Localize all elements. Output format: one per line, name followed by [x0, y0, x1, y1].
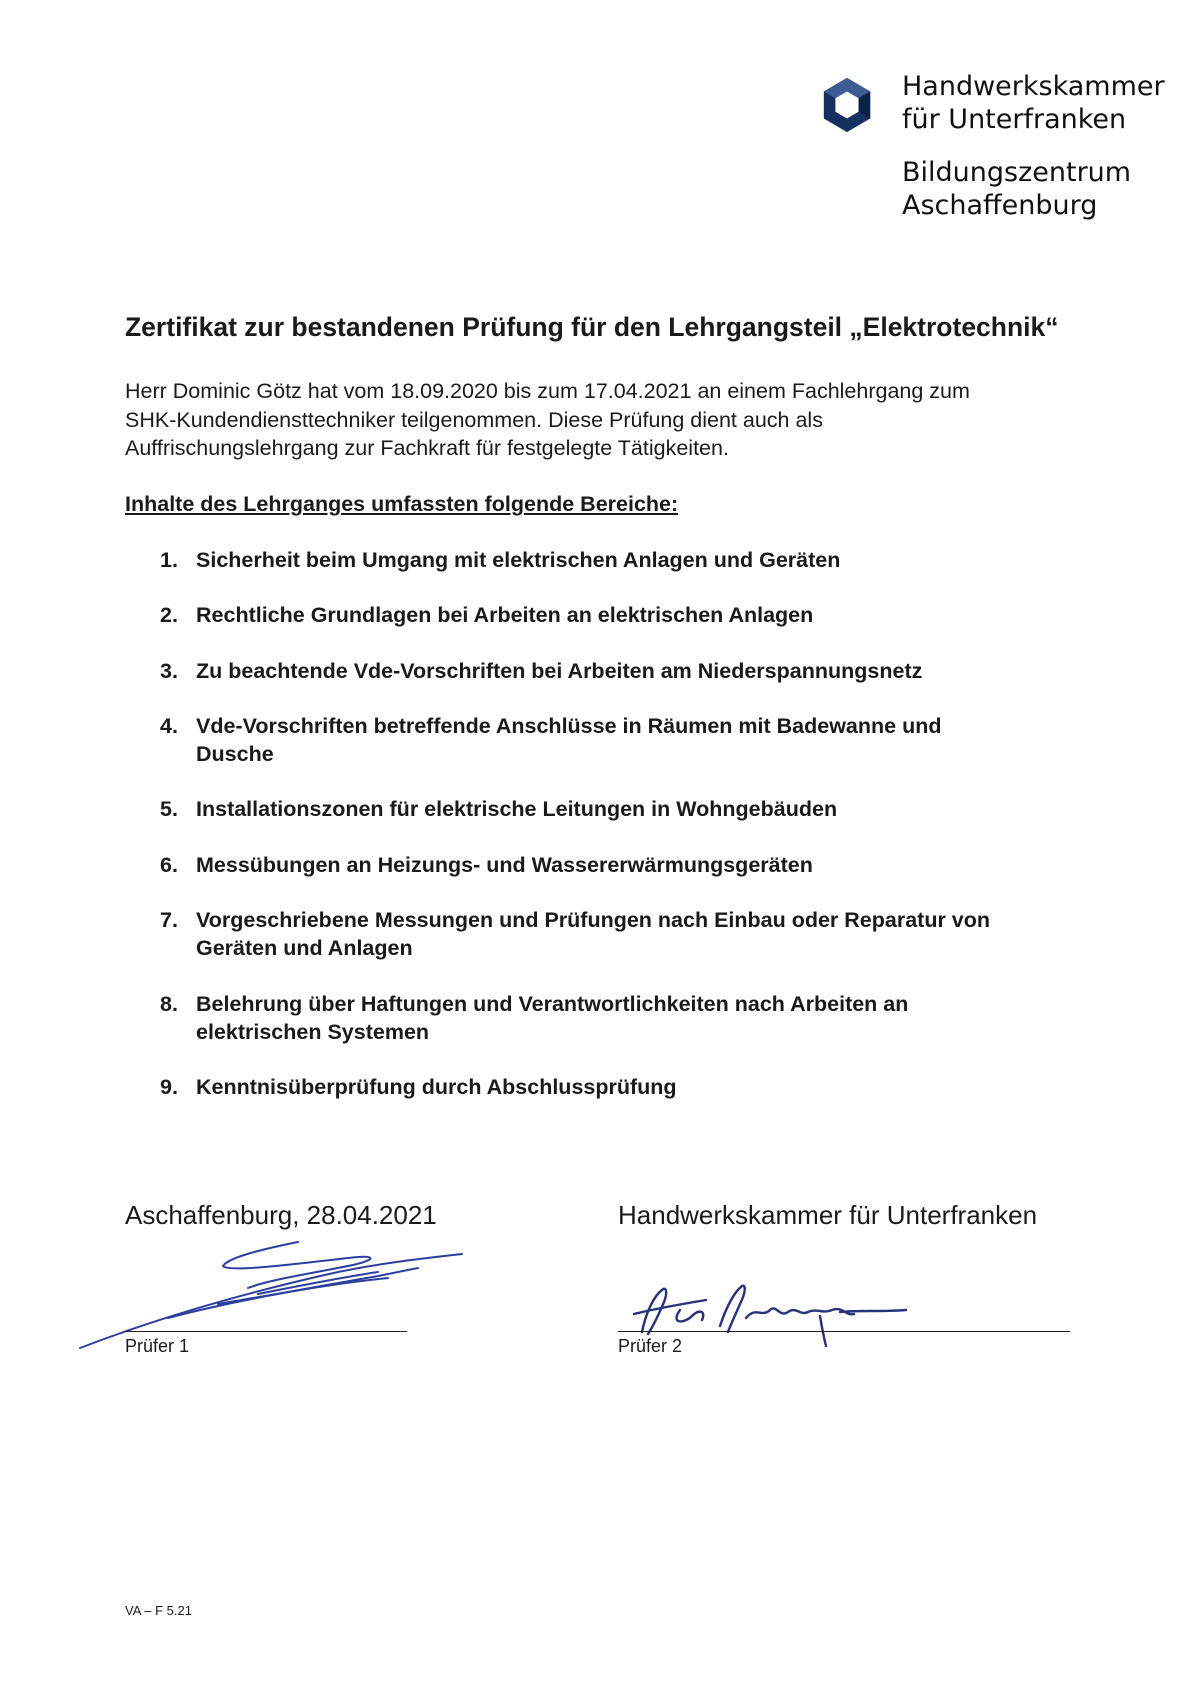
intro-paragraph [125, 377, 1085, 463]
section-heading: Inhalte des Lehrganges umfassten folgende Bereiche: [125, 492, 679, 516]
intro-line: SHK-Kundendiensttechniker teilgenommen. Diese Prüfung dient auch als [125, 407, 823, 432]
list-item-text: Messübungen an Heizungs- und Wassererwärmungsgeräten [196, 853, 813, 877]
org-name-line1: Handwerkskammer [902, 71, 1165, 102]
list-item-text: Zu beachtende Vde-Vorschriften bei Arbeiten am Niederspannungsnetz [196, 659, 923, 683]
list-item-number: 4. [160, 714, 178, 738]
list-item-text: elektrischen Systemen [196, 1020, 430, 1044]
certificate-title: Zertifikat zur bestandenen Prüfung für den Lehrgangsteil „Elektrotechnik“ [125, 312, 1059, 342]
list-item-text: Dusche [196, 742, 274, 766]
list-item-text: Geräten und Anlagen [196, 936, 413, 960]
list-item-number: 2. [160, 603, 178, 627]
list-item-number: 7. [160, 908, 178, 932]
list-item-text: Kenntnisüberprüfung durch Abschlussprüfung [196, 1075, 677, 1099]
list-item-text: Vorgeschriebene Messungen und Prüfungen nach Einbau oder Reparatur von [196, 908, 991, 932]
hwk-cube-logo-icon [818, 76, 876, 134]
place-and-date: Aschaffenburg, 28.04.2021 [125, 1200, 437, 1230]
form-code: VA – F 5.21 [125, 1603, 192, 1618]
list-item-text: Sicherheit beim Umgang mit elektrischen Anlagen und Geräten [196, 548, 841, 572]
list-item-text: Rechtliche Grundlagen bei Arbeiten an elektrischen Anlagen [196, 603, 814, 627]
list-item-number: 3. [160, 659, 178, 683]
list-item-number: 5. [160, 797, 178, 821]
list-item-number: 1. [160, 548, 178, 572]
list-item-text: Vde-Vorschriften betreffende Anschlüsse in Räumen mit Badewanne und [196, 714, 942, 738]
list-item-number: 9. [160, 1075, 178, 1099]
list-item-text: Belehrung über Haftungen und Verantwortlichkeiten nach Arbeiten an [196, 992, 909, 1016]
org-division-line1: Bildungszentrum [902, 157, 1132, 188]
org-name-line2: für Unterfranken [902, 104, 1127, 135]
list-item-text: Installationszonen für elektrische Leitungen in Wohngebäuden [196, 797, 838, 821]
intro-line: Auffrischungslehrgang zur Fachkraft für festgelegte Tätigkeiten. [125, 436, 729, 460]
intro-line: Herr Dominic Götz hat vom 18.09.2020 bis zum 17.04.2021 an einem Fachlehrgang zum [125, 379, 970, 403]
examiner1-label: Prüfer 1 [125, 1336, 190, 1356]
list-item-number: 8. [160, 992, 178, 1016]
list-item-number: 6. [160, 853, 178, 877]
examiner2-label: Prüfer 2 [618, 1336, 683, 1356]
signature-line-2 [618, 1331, 1070, 1332]
signature-line-1 [125, 1331, 407, 1332]
footer-organization: Handwerkskammer für Unterfranken [618, 1200, 1038, 1230]
org-division-line2: Aschaffenburg [902, 190, 1098, 221]
